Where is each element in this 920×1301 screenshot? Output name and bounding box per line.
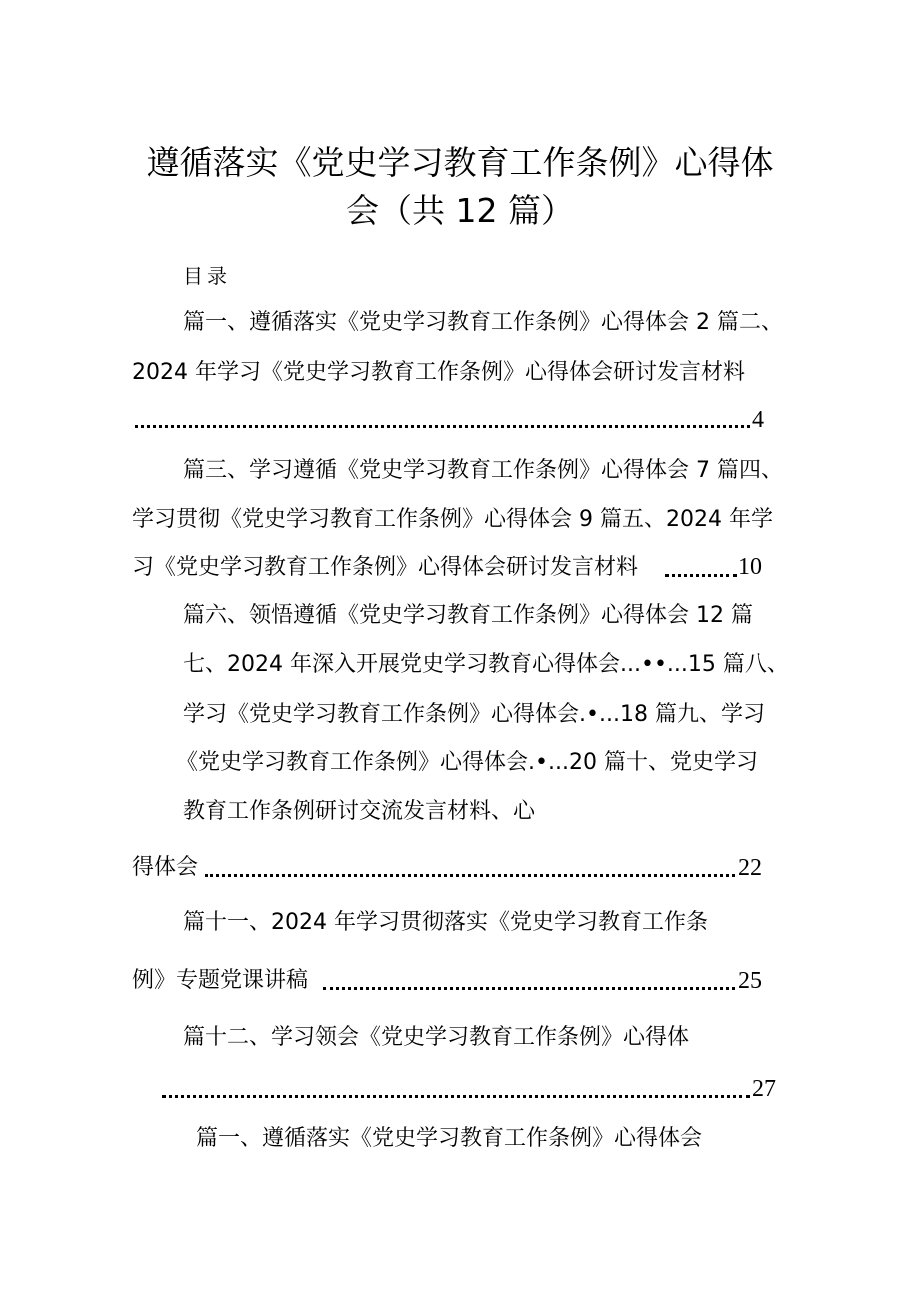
toc-heading: 目录 <box>183 264 231 288</box>
toc-line-1: 篇一、遵循落实《党史学习教育工作条例》心得体会 2 篇二、 <box>183 310 783 335</box>
toc-leader-dots-2 <box>665 571 737 577</box>
toc-line-13: 例》专题党课讲稿 <box>132 968 309 993</box>
toc-line-12: 篇十一、2024 年学习贯彻落实《党史学习教育工作条 <box>183 910 708 935</box>
document-title-line-1: 遵循落实《党史学习教育工作条例》心得体 <box>146 143 774 182</box>
toc-line-6: 篇六、领悟遵循《党史学习教育工作条例》心得体会 12 篇 <box>183 603 753 628</box>
toc-line-2: 2024 年学习《党史学习教育工作条例》心得体会研讨发言材料 <box>132 360 745 385</box>
toc-line-8: 学习《党史学习教育工作条例》心得体会.•...18 篇九、学习 <box>183 702 765 727</box>
toc-page-number-4: 25 <box>738 968 762 994</box>
section-heading: 篇一、遵循落实《党史学习教育工作条例》心得体会 <box>196 1126 703 1151</box>
toc-line-7: 七、2024 年深入开展党史学习教育心得体会...••...15 篇八、 <box>183 652 789 677</box>
toc-leader-dots-4 <box>323 984 735 990</box>
toc-line-4: 学习贯彻《党史学习教育工作条例》心得体会 9 篇五、2024 年学 <box>132 507 773 532</box>
document-title-line-2: 会（共 12 篇） <box>346 191 574 230</box>
toc-line-14: 篇十二、学习领会《党史学习教育工作条例》心得体 <box>183 1025 690 1050</box>
toc-page-number-1: 4 <box>752 407 764 433</box>
toc-page-number-5: 27 <box>752 1076 776 1102</box>
toc-leader-dots-5 <box>162 1092 750 1098</box>
toc-page-number-2: 10 <box>738 554 762 580</box>
toc-leader-dots-1 <box>135 422 750 428</box>
toc-page-number-3: 22 <box>738 855 762 881</box>
toc-line-9: 《党史学习教育工作条例》心得体会.•...20 篇十、党史学习 <box>176 750 758 775</box>
toc-line-11: 得体会 <box>132 855 199 880</box>
toc-leader-dots-3 <box>205 871 735 877</box>
toc-line-5: 习《党史学习教育工作条例》心得体会研讨发言材料 <box>132 555 639 580</box>
toc-line-10: 教育工作条例研讨交流发言材料、心 <box>183 799 536 824</box>
toc-line-3: 篇三、学习遵循《党史学习教育工作条例》心得体会 7 篇四、 <box>183 458 783 483</box>
